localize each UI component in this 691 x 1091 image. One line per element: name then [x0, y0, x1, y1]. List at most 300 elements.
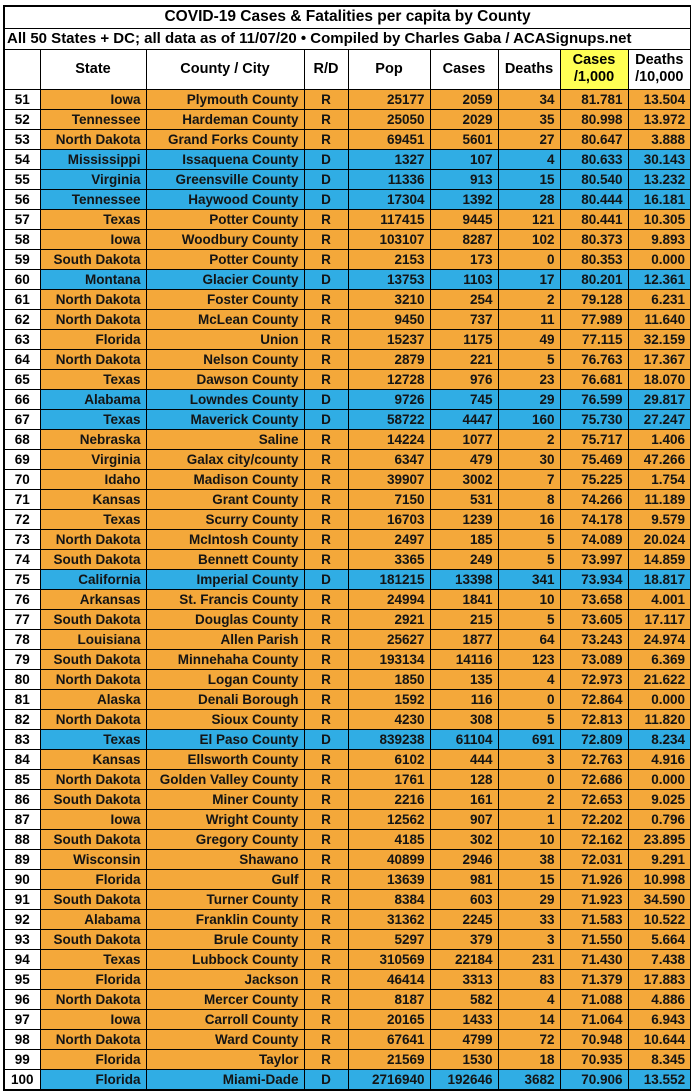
cell-state: Virginia [40, 169, 146, 189]
cell-party: R [304, 929, 348, 949]
table-row [4, 789, 691, 809]
cell-cases-per-1000: 80.998 [560, 109, 628, 129]
cell-rank: 73 [4, 529, 40, 549]
cell-rank: 74 [4, 549, 40, 569]
cell-deaths-per-10000: 10.522 [628, 909, 691, 929]
cell-state: Iowa [40, 1009, 146, 1029]
cell-county: Logan County [146, 669, 304, 689]
cell-pop: 4230 [348, 709, 430, 729]
cell-rank: 91 [4, 889, 40, 909]
cell-deaths: 27 [498, 129, 560, 149]
cell-county: Denali Borough [146, 689, 304, 709]
cell-cases: 1175 [430, 329, 498, 349]
cell-county: Nelson County [146, 349, 304, 369]
cell-state: Alaska [40, 689, 146, 709]
cell-cases-per-1000: 74.178 [560, 509, 628, 529]
cell-rank: 72 [4, 509, 40, 529]
cell-county: McIntosh County [146, 529, 304, 549]
cell-rank: 56 [4, 189, 40, 209]
cell-cases-per-1000: 80.441 [560, 209, 628, 229]
cell-state: South Dakota [40, 889, 146, 909]
cell-county: Issaquena County [146, 149, 304, 169]
cell-county: Grant County [146, 489, 304, 509]
cell-party: D [304, 189, 348, 209]
cell-cases-per-1000: 71.379 [560, 969, 628, 989]
cell-cases: 308 [430, 709, 498, 729]
table-row [4, 1029, 691, 1049]
cell-rank: 61 [4, 289, 40, 309]
cell-rank: 81 [4, 689, 40, 709]
table-row [4, 969, 691, 989]
cell-pop: 58722 [348, 409, 430, 429]
cell-pop: 24994 [348, 589, 430, 609]
cell-cases-per-1000: 73.089 [560, 649, 628, 669]
cell-cases: 531 [430, 489, 498, 509]
table-row [4, 469, 691, 489]
cell-deaths-per-10000: 5.664 [628, 929, 691, 949]
cell-rank: 52 [4, 109, 40, 129]
cell-deaths: 160 [498, 409, 560, 429]
cell-party: R [304, 989, 348, 1009]
cell-cases: 4447 [430, 409, 498, 429]
cell-pop: 2497 [348, 529, 430, 549]
cell-deaths: 4 [498, 989, 560, 1009]
cell-state: South Dakota [40, 829, 146, 849]
cell-cases: 221 [430, 349, 498, 369]
table-row [4, 909, 691, 929]
cell-cases: 1530 [430, 1049, 498, 1069]
cell-cases: 5601 [430, 129, 498, 149]
cell-deaths: 35 [498, 109, 560, 129]
cell-cases-per-1000: 73.997 [560, 549, 628, 569]
cell-cases-per-1000: 75.225 [560, 469, 628, 489]
cell-deaths-per-10000: 14.859 [628, 549, 691, 569]
column-header-deaths: Deaths [498, 49, 560, 89]
cell-cases: 3002 [430, 469, 498, 489]
cell-cases: 1103 [430, 269, 498, 289]
cell-rank: 68 [4, 429, 40, 449]
cell-deaths: 3 [498, 929, 560, 949]
table-row [4, 489, 691, 509]
table-row [4, 109, 691, 129]
cell-deaths-per-10000: 24.974 [628, 629, 691, 649]
cell-deaths: 72 [498, 1029, 560, 1049]
table-row [4, 1049, 691, 1069]
table-row [4, 429, 691, 449]
cell-state: Kansas [40, 489, 146, 509]
cell-state: Texas [40, 949, 146, 969]
cell-county: Allen Parish [146, 629, 304, 649]
cell-party: R [304, 109, 348, 129]
cell-county: Hardeman County [146, 109, 304, 129]
cell-cases: 9445 [430, 209, 498, 229]
cell-deaths: 23 [498, 369, 560, 389]
cell-rank: 64 [4, 349, 40, 369]
cell-state: Florida [40, 969, 146, 989]
table-row [4, 849, 691, 869]
cell-deaths-per-10000: 8.234 [628, 729, 691, 749]
cell-county: Franklin County [146, 909, 304, 929]
cell-pop: 181215 [348, 569, 430, 589]
cell-deaths: 15 [498, 169, 560, 189]
column-header-pop: Pop [348, 49, 430, 89]
cell-deaths: 5 [498, 709, 560, 729]
cell-deaths-per-10000: 17.117 [628, 609, 691, 629]
cell-state: Alabama [40, 909, 146, 929]
cell-county: Plymouth County [146, 89, 304, 109]
cell-cases: 981 [430, 869, 498, 889]
cell-county: Minnehaha County [146, 649, 304, 669]
cell-cases-per-1000: 70.948 [560, 1029, 628, 1049]
cell-deaths: 10 [498, 589, 560, 609]
cell-pop: 117415 [348, 209, 430, 229]
table-row [4, 589, 691, 609]
cell-county: El Paso County [146, 729, 304, 749]
table-row [4, 349, 691, 369]
cell-state: Montana [40, 269, 146, 289]
cell-cases: 907 [430, 809, 498, 829]
cell-rank: 87 [4, 809, 40, 829]
cell-rank: 62 [4, 309, 40, 329]
cell-pop: 17304 [348, 189, 430, 209]
cell-county: Scurry County [146, 509, 304, 529]
cell-cases: 379 [430, 929, 498, 949]
table-row [4, 669, 691, 689]
cell-state: North Dakota [40, 289, 146, 309]
cell-rank: 69 [4, 449, 40, 469]
cell-state: Tennessee [40, 189, 146, 209]
cell-state: North Dakota [40, 769, 146, 789]
cell-pop: 7150 [348, 489, 430, 509]
cell-deaths: 8 [498, 489, 560, 509]
cell-deaths-per-10000: 30.143 [628, 149, 691, 169]
cell-cases: 2029 [430, 109, 498, 129]
table-row [4, 529, 691, 549]
cell-state: North Dakota [40, 529, 146, 549]
table-row [4, 609, 691, 629]
cell-deaths: 38 [498, 849, 560, 869]
cell-rank: 71 [4, 489, 40, 509]
cell-cases-per-1000: 80.633 [560, 149, 628, 169]
cell-party: R [304, 1009, 348, 1029]
cell-cases-per-1000: 72.031 [560, 849, 628, 869]
cell-deaths-per-10000: 13.972 [628, 109, 691, 129]
cell-pop: 46414 [348, 969, 430, 989]
cell-party: D [304, 169, 348, 189]
table-row [4, 829, 691, 849]
cell-party: R [304, 829, 348, 849]
cell-pop: 5297 [348, 929, 430, 949]
cell-pop: 3365 [348, 549, 430, 569]
cell-deaths: 14 [498, 1009, 560, 1029]
cell-deaths-per-10000: 11.189 [628, 489, 691, 509]
cell-deaths: 2 [498, 789, 560, 809]
cell-cases-per-1000: 72.973 [560, 669, 628, 689]
cell-rank: 82 [4, 709, 40, 729]
cell-pop: 310569 [348, 949, 430, 969]
cell-state: Iowa [40, 89, 146, 109]
cell-deaths-per-10000: 11.640 [628, 309, 691, 329]
cell-party: R [304, 549, 348, 569]
cell-pop: 25177 [348, 89, 430, 109]
cell-deaths: 29 [498, 889, 560, 909]
cell-cases: 302 [430, 829, 498, 849]
cell-party: R [304, 669, 348, 689]
table-row [4, 649, 691, 669]
table-row [4, 809, 691, 829]
cell-cases-per-1000: 72.686 [560, 769, 628, 789]
cell-county: Ellsworth County [146, 749, 304, 769]
cell-cases-per-1000: 72.202 [560, 809, 628, 829]
cell-state: Kansas [40, 749, 146, 769]
cell-county: Potter County [146, 249, 304, 269]
cell-deaths: 5 [498, 349, 560, 369]
cell-party: R [304, 449, 348, 469]
cell-party: R [304, 229, 348, 249]
cell-cases: 107 [430, 149, 498, 169]
cell-county: St. Francis County [146, 589, 304, 609]
cell-county: Potter County [146, 209, 304, 229]
cell-party: D [304, 389, 348, 409]
cell-deaths-per-10000: 23.895 [628, 829, 691, 849]
cell-cases: 14116 [430, 649, 498, 669]
cell-rank: 78 [4, 629, 40, 649]
cell-deaths: 123 [498, 649, 560, 669]
cell-cases: 161 [430, 789, 498, 809]
cell-rank: 93 [4, 929, 40, 949]
cell-deaths-per-10000: 9.579 [628, 509, 691, 529]
cell-state: Alabama [40, 389, 146, 409]
cell-pop: 67641 [348, 1029, 430, 1049]
cell-deaths-per-10000: 17.883 [628, 969, 691, 989]
cell-deaths-per-10000: 29.817 [628, 389, 691, 409]
cell-cases: 1877 [430, 629, 498, 649]
cell-pop: 25050 [348, 109, 430, 129]
cell-cases: 22184 [430, 949, 498, 969]
cell-party: R [304, 709, 348, 729]
subtitle-row [4, 28, 691, 49]
cell-party: R [304, 629, 348, 649]
cell-cases: 2946 [430, 849, 498, 869]
cell-state: Florida [40, 1049, 146, 1069]
cell-state: North Dakota [40, 1029, 146, 1049]
cell-deaths: 691 [498, 729, 560, 749]
table-row [4, 509, 691, 529]
cell-county: Miner County [146, 789, 304, 809]
cell-deaths-per-10000: 8.345 [628, 1049, 691, 1069]
cell-cases: 1077 [430, 429, 498, 449]
cell-pop: 103107 [348, 229, 430, 249]
table-row [4, 409, 691, 429]
cell-cases: 249 [430, 549, 498, 569]
cell-state: North Dakota [40, 349, 146, 369]
table-row [4, 249, 691, 269]
cell-deaths-per-10000: 0.796 [628, 809, 691, 829]
cell-county: Dawson County [146, 369, 304, 389]
cell-cases: 1841 [430, 589, 498, 609]
cell-deaths: 83 [498, 969, 560, 989]
cell-cases-per-1000: 71.550 [560, 929, 628, 949]
cell-cases-per-1000: 72.813 [560, 709, 628, 729]
cell-cases-per-1000: 76.681 [560, 369, 628, 389]
cell-state: Florida [40, 329, 146, 349]
cell-party: R [304, 509, 348, 529]
cell-deaths-per-10000: 21.622 [628, 669, 691, 689]
cell-state: North Dakota [40, 709, 146, 729]
cell-cases: 61104 [430, 729, 498, 749]
cell-cases-per-1000: 70.906 [560, 1069, 628, 1090]
cell-deaths-per-10000: 47.266 [628, 449, 691, 469]
cell-pop: 2921 [348, 609, 430, 629]
cell-deaths: 28 [498, 189, 560, 209]
cell-deaths: 10 [498, 829, 560, 849]
cell-deaths-per-10000: 6.943 [628, 1009, 691, 1029]
cell-county: Wright County [146, 809, 304, 829]
cell-cases: 737 [430, 309, 498, 329]
cell-state: South Dakota [40, 249, 146, 269]
cell-rank: 86 [4, 789, 40, 809]
cell-deaths-per-10000: 9.893 [628, 229, 691, 249]
cell-pop: 1327 [348, 149, 430, 169]
cell-cases-per-1000: 73.658 [560, 589, 628, 609]
cell-state: Texas [40, 729, 146, 749]
cell-party: R [304, 209, 348, 229]
cell-cases-per-1000: 72.763 [560, 749, 628, 769]
cell-cases-per-1000: 71.923 [560, 889, 628, 909]
cell-state: North Dakota [40, 309, 146, 329]
cell-cases: 444 [430, 749, 498, 769]
table-row [4, 949, 691, 969]
cell-rank: 59 [4, 249, 40, 269]
cell-cases: 128 [430, 769, 498, 789]
cell-pop: 13639 [348, 869, 430, 889]
cell-cases-per-1000: 75.469 [560, 449, 628, 469]
cell-county: Golden Valley County [146, 769, 304, 789]
table-row [4, 89, 691, 109]
table-row [4, 269, 691, 289]
cell-deaths-per-10000: 1.406 [628, 429, 691, 449]
table-row [4, 449, 691, 469]
cell-party: R [304, 129, 348, 149]
cell-pop: 6102 [348, 749, 430, 769]
table-row [4, 869, 691, 889]
cell-deaths: 11 [498, 309, 560, 329]
cell-pop: 1761 [348, 769, 430, 789]
cell-deaths: 341 [498, 569, 560, 589]
cell-deaths-per-10000: 20.024 [628, 529, 691, 549]
cell-county: Galax city/county [146, 449, 304, 469]
cell-county: Shawano [146, 849, 304, 869]
cell-rank: 55 [4, 169, 40, 189]
cell-deaths-per-10000: 18.817 [628, 569, 691, 589]
cell-cases-per-1000: 71.926 [560, 869, 628, 889]
cell-deaths: 5 [498, 549, 560, 569]
cell-cases-per-1000: 71.430 [560, 949, 628, 969]
cell-cases: 2059 [430, 89, 498, 109]
cell-cases-per-1000: 73.934 [560, 569, 628, 589]
cell-deaths-per-10000: 4.886 [628, 989, 691, 1009]
cell-party: R [304, 809, 348, 829]
table-row [4, 209, 691, 229]
cell-pop: 8187 [348, 989, 430, 1009]
cell-deaths-per-10000: 3.888 [628, 129, 691, 149]
cell-pop: 39907 [348, 469, 430, 489]
cell-rank: 95 [4, 969, 40, 989]
cell-deaths: 4 [498, 149, 560, 169]
cell-county: Lubbock County [146, 949, 304, 969]
cell-state: South Dakota [40, 609, 146, 629]
cell-pop: 21569 [348, 1049, 430, 1069]
cell-deaths-per-10000: 6.231 [628, 289, 691, 309]
cell-rank: 66 [4, 389, 40, 409]
cell-cases: 135 [430, 669, 498, 689]
cell-county: Maverick County [146, 409, 304, 429]
cell-county: Foster County [146, 289, 304, 309]
table-row [4, 189, 691, 209]
cell-party: R [304, 749, 348, 769]
cell-cases-per-1000: 80.444 [560, 189, 628, 209]
cell-pop: 1850 [348, 669, 430, 689]
table-row [4, 629, 691, 649]
table-row [4, 729, 691, 749]
cell-rank: 70 [4, 469, 40, 489]
cell-county: Mercer County [146, 989, 304, 1009]
cell-deaths-per-10000: 6.369 [628, 649, 691, 669]
cell-pop: 15237 [348, 329, 430, 349]
cell-party: R [304, 849, 348, 869]
cell-county: Union [146, 329, 304, 349]
cell-state: Louisiana [40, 629, 146, 649]
cell-cases-per-1000: 72.809 [560, 729, 628, 749]
cell-pop: 193134 [348, 649, 430, 669]
cell-party: D [304, 729, 348, 749]
cell-rank: 80 [4, 669, 40, 689]
cell-cases-per-1000: 71.064 [560, 1009, 628, 1029]
cell-party: R [304, 889, 348, 909]
table-row [4, 689, 691, 709]
cell-rank: 65 [4, 369, 40, 389]
cell-party: R [304, 429, 348, 449]
cell-pop: 16703 [348, 509, 430, 529]
cell-cases-per-1000: 72.864 [560, 689, 628, 709]
cell-party: R [304, 769, 348, 789]
cell-state: South Dakota [40, 929, 146, 949]
cell-county: Sioux County [146, 709, 304, 729]
cell-county: Jackson [146, 969, 304, 989]
cell-state: South Dakota [40, 649, 146, 669]
cell-cases-per-1000: 80.353 [560, 249, 628, 269]
table-row [4, 1009, 691, 1029]
cell-deaths-per-10000: 16.181 [628, 189, 691, 209]
cell-deaths-per-10000: 18.070 [628, 369, 691, 389]
cell-state: Texas [40, 509, 146, 529]
cell-party: R [304, 789, 348, 809]
cell-cases-per-1000: 80.647 [560, 129, 628, 149]
cell-party: D [304, 1069, 348, 1090]
column-header-cases: Cases [430, 49, 498, 89]
cell-pop: 2716940 [348, 1069, 430, 1090]
covid-county-table [3, 5, 691, 1091]
cell-cases: 192646 [430, 1069, 498, 1090]
cell-state: Texas [40, 209, 146, 229]
cell-deaths: 5 [498, 529, 560, 549]
cell-deaths: 3682 [498, 1069, 560, 1090]
cell-pop: 40899 [348, 849, 430, 869]
cell-cases-per-1000: 74.266 [560, 489, 628, 509]
cell-rank: 100 [4, 1069, 40, 1090]
cell-state: North Dakota [40, 669, 146, 689]
cell-pop: 20165 [348, 1009, 430, 1029]
